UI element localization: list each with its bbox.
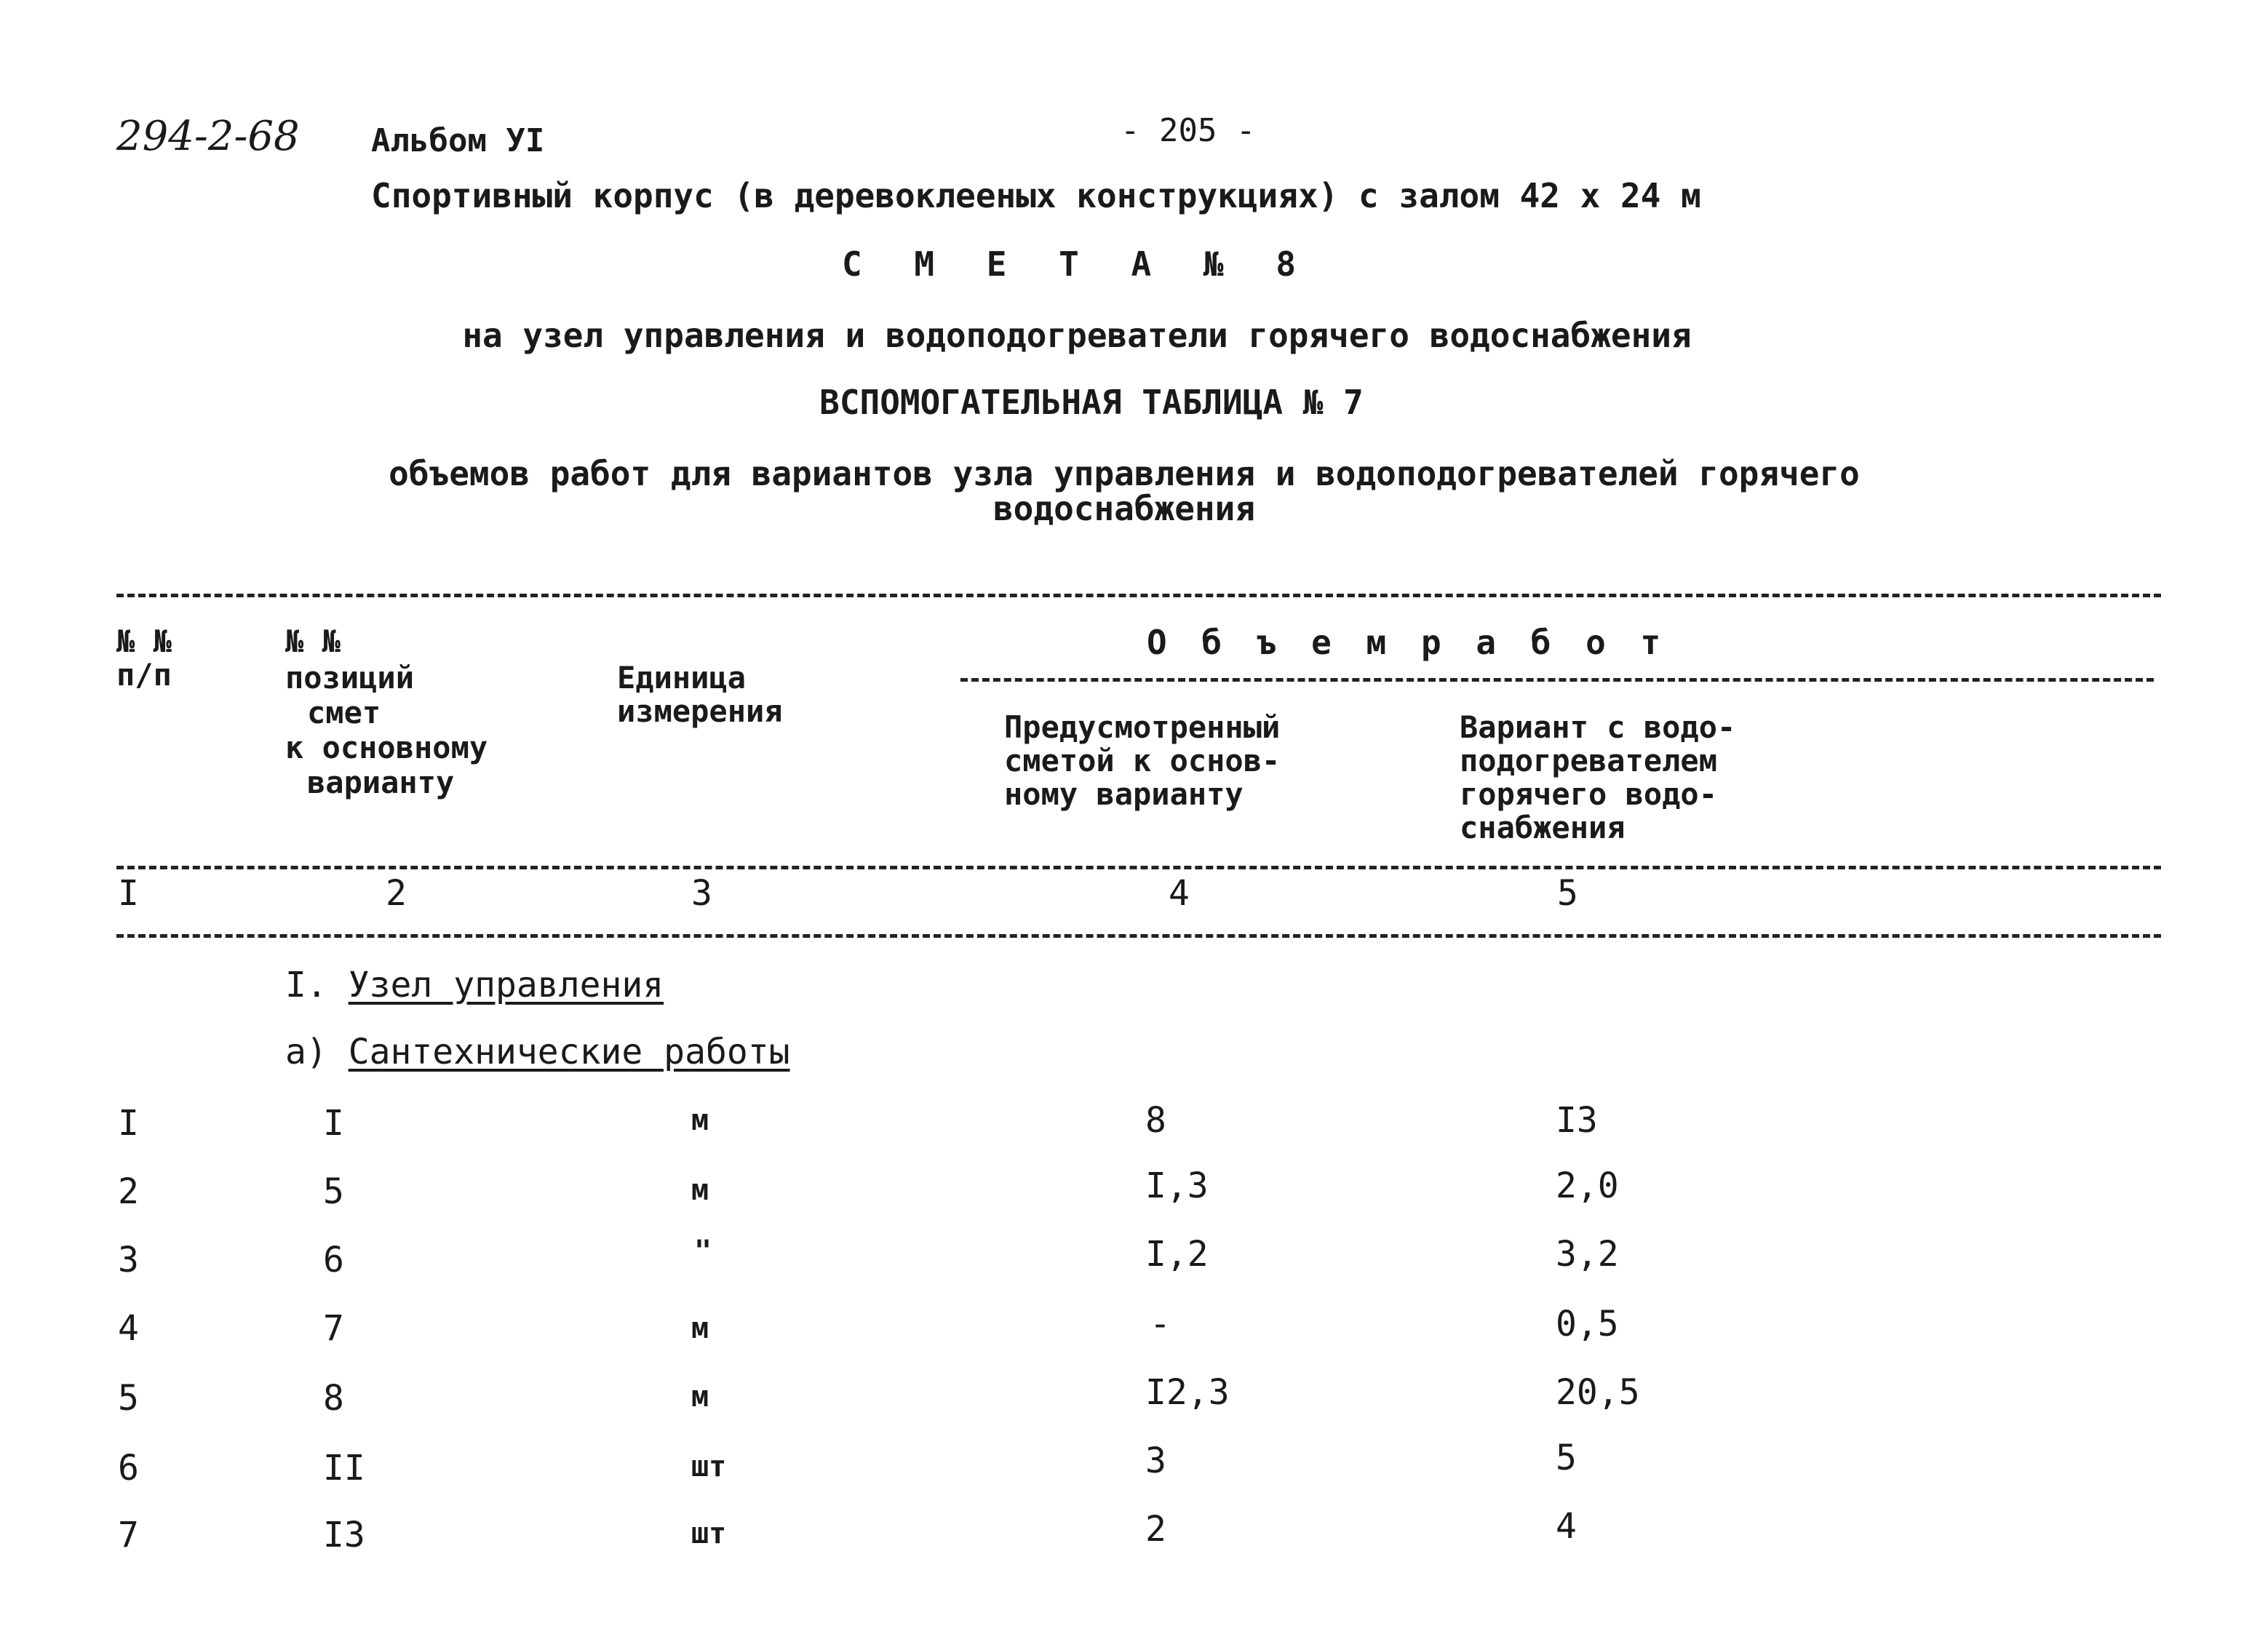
- estimate-subject: на узел управления и водоподогреватели горячего водоснабжения: [462, 316, 1692, 355]
- table-header-rule: [116, 866, 2161, 869]
- row2-number: 2: [118, 1171, 139, 1212]
- row3-position: 6: [323, 1240, 344, 1280]
- row3-base: I,2: [1145, 1234, 1209, 1275]
- document-code: 294-2-68: [116, 113, 300, 160]
- row5-unit: м: [691, 1380, 709, 1414]
- column-number-2: 2: [386, 873, 407, 914]
- header-col4-line2: сметой к основ-: [1004, 743, 1281, 778]
- row4-position: 7: [323, 1308, 344, 1349]
- header-col1-line1: № №: [116, 623, 172, 659]
- row7-position: I3: [323, 1515, 365, 1555]
- header-col2-line4: к основному: [285, 730, 488, 765]
- project-title: Спортивный корпус (в деревоклееных конструкциях) с залом 42 х 24 м: [371, 176, 1701, 215]
- subsection-title: Сантехнические работы: [348, 1032, 790, 1072]
- row7-number: 7: [118, 1515, 139, 1555]
- row1-number: I: [118, 1103, 139, 1144]
- album-label: Альбом УI: [371, 122, 545, 159]
- header-group-rule: [960, 678, 2154, 682]
- row4-base: -: [1150, 1304, 1171, 1344]
- subsection-prefix: а): [285, 1032, 327, 1072]
- header-col5-line3: горячего водо-: [1460, 776, 1718, 812]
- row7-base: 2: [1145, 1509, 1166, 1550]
- row2-position: 5: [323, 1171, 344, 1212]
- row6-unit: шт: [691, 1450, 727, 1483]
- header-col4-line1: Предусмотренный: [1004, 709, 1281, 745]
- row5-variant: 20,5: [1556, 1372, 1640, 1413]
- header-col4-line3: ному варианту: [1004, 776, 1244, 812]
- header-group-volume: О б ъ е м р а б о т: [1147, 623, 1668, 662]
- row3-variant: 3,2: [1556, 1234, 1619, 1275]
- section-number: I.: [285, 965, 327, 1005]
- row5-number: 5: [118, 1378, 139, 1419]
- header-col2-line5: варианту: [307, 765, 455, 800]
- row4-number: 4: [118, 1308, 139, 1349]
- row5-base: I2,3: [1145, 1372, 1230, 1413]
- row2-base: I,3: [1145, 1165, 1209, 1206]
- header-col5-line4: снабжения: [1460, 810, 1626, 845]
- column-number-4: 4: [1169, 873, 1190, 914]
- row4-variant: 0,5: [1556, 1304, 1619, 1344]
- row3-unit: ": [694, 1235, 712, 1268]
- row6-variant: 5: [1556, 1438, 1577, 1478]
- row3-number: 3: [118, 1240, 139, 1280]
- row1-variant: I3: [1556, 1100, 1598, 1141]
- column-number-5: 5: [1557, 873, 1578, 914]
- row1-unit: м: [691, 1104, 709, 1137]
- header-col5-line2: подогревателем: [1460, 743, 1718, 778]
- column-numbers-rule: [116, 934, 2161, 938]
- header-col1-line2: п/п: [116, 657, 172, 693]
- row6-position: II: [323, 1448, 365, 1488]
- subsection-heading: [285, 1032, 790, 1072]
- header-col2-line1: № №: [285, 623, 341, 659]
- row7-variant: 4: [1556, 1506, 1577, 1547]
- table-subject-line1: объемов работ для вариантов узла управления и водоподогревателей горячего: [389, 454, 1860, 493]
- column-number-3: 3: [691, 873, 712, 914]
- section-heading: [285, 965, 664, 1005]
- header-col2-line2: позиций: [285, 660, 415, 696]
- row7-unit: шт: [691, 1517, 727, 1550]
- header-col3-line2: измерения: [617, 693, 783, 729]
- row6-number: 6: [118, 1448, 139, 1488]
- page-number: - 205 -: [1121, 112, 1256, 149]
- table-title: ВСПОМОГАТЕЛЬНАЯ ТАБЛИЦА № 7: [819, 383, 1364, 422]
- header-col5-line1: Вариант с водо-: [1460, 709, 1736, 745]
- row2-variant: 2,0: [1556, 1165, 1619, 1206]
- row1-position: I: [323, 1103, 344, 1144]
- header-col2-line3: смет: [307, 695, 381, 730]
- row6-base: 3: [1145, 1440, 1166, 1481]
- row2-unit: м: [691, 1173, 709, 1207]
- header-col3-line1: Единица: [617, 660, 747, 696]
- section-title: Узел управления: [348, 965, 664, 1005]
- row4-unit: м: [691, 1312, 709, 1345]
- estimate-title: С М Е Т А № 8: [841, 244, 1313, 284]
- table-top-rule: [116, 594, 2161, 597]
- table-subject-line2: водоснабжения: [992, 489, 1256, 528]
- row1-base: 8: [1145, 1100, 1166, 1141]
- column-number-1: I: [118, 873, 139, 914]
- row5-position: 8: [323, 1378, 344, 1419]
